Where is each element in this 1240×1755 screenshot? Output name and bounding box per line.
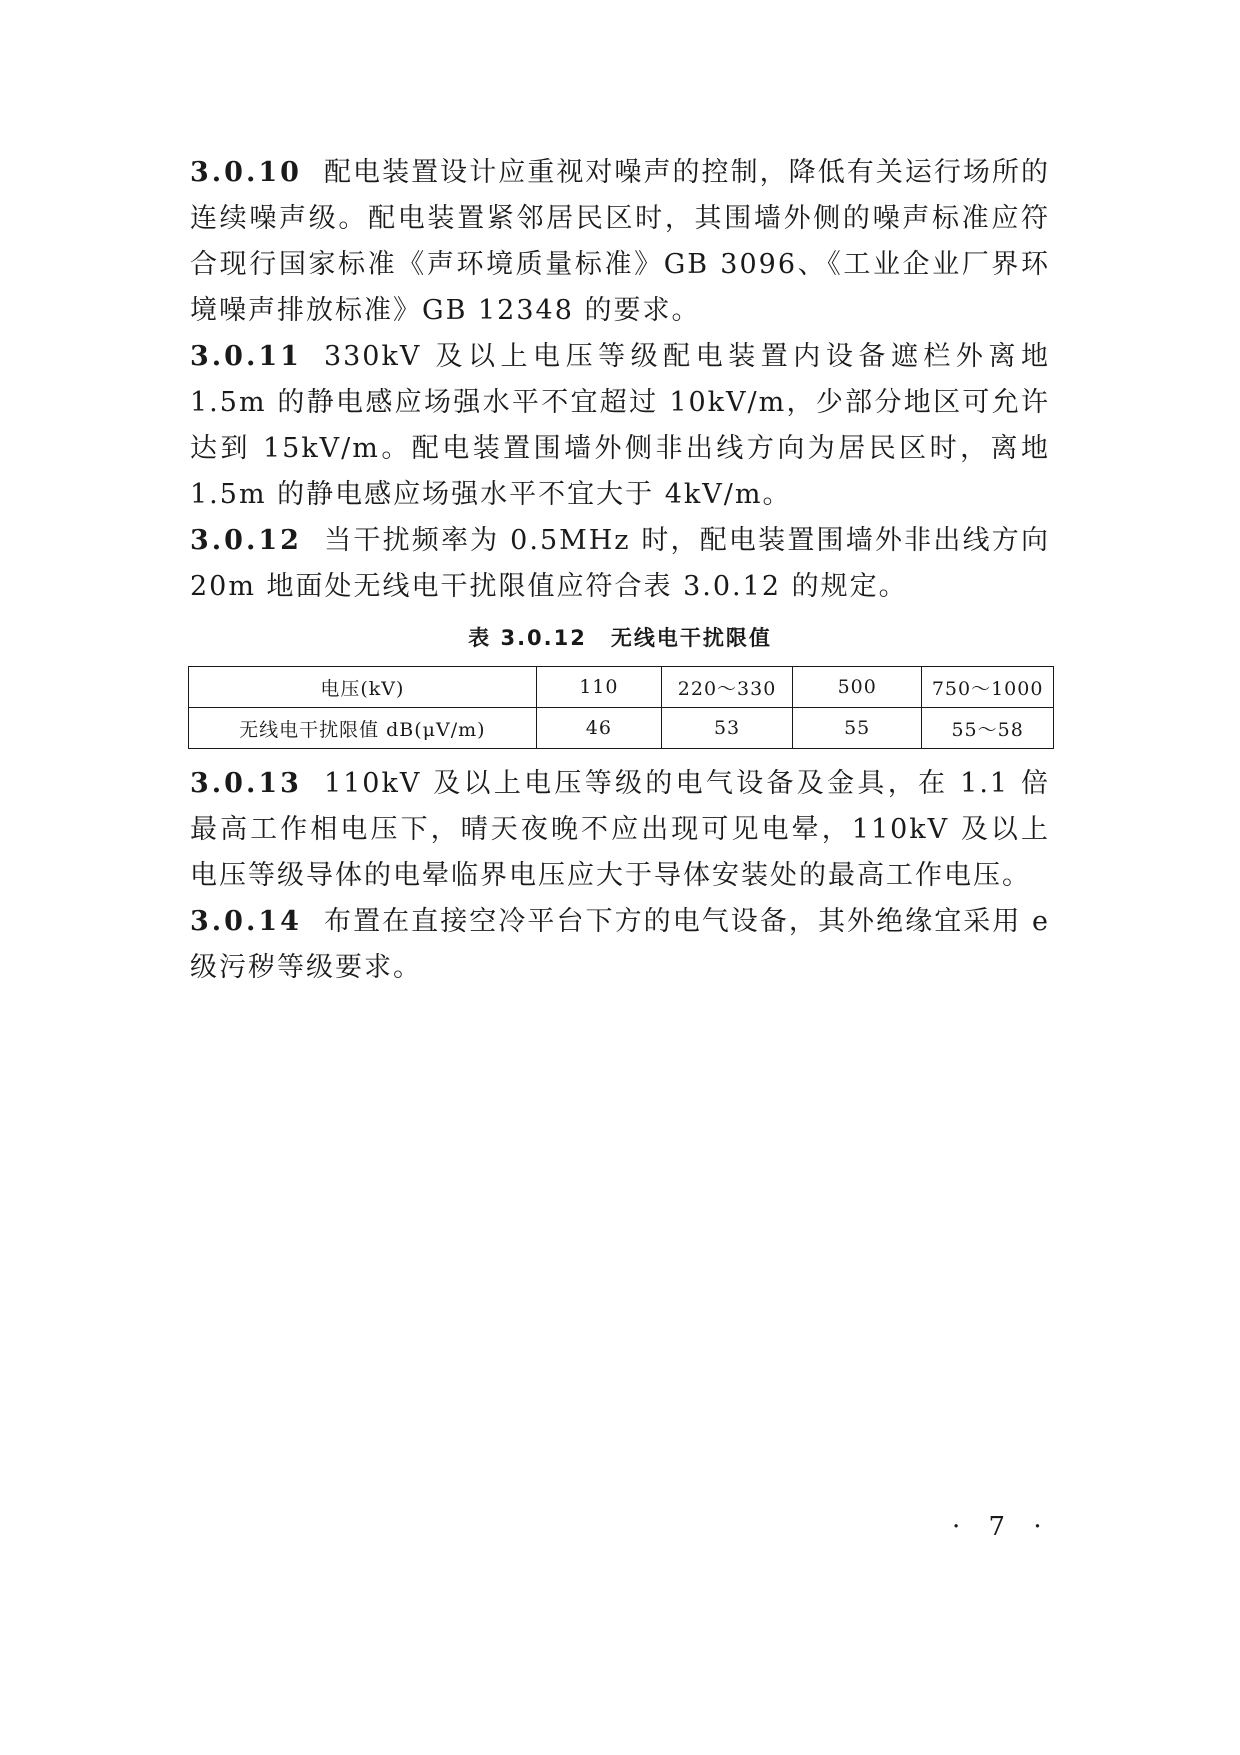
- row-header-voltage: 电压(kV): [189, 667, 537, 708]
- clause-number: 3.0.10: [190, 157, 302, 188]
- page-content: [190, 150, 1050, 991]
- clause-3-0-11: [190, 334, 1050, 518]
- table-cell: 750～1000: [922, 667, 1054, 708]
- table-cell: 55: [793, 708, 922, 749]
- clause-number: 3.0.12: [190, 525, 302, 556]
- table-cell: 46: [536, 708, 661, 749]
- clause-3-0-10: [190, 150, 1050, 334]
- clause-text: 330kV 及以上电压等级配电装置内设备遮栏外离地 1.5m 的静电感应场强水平不宜超过 10kV/m，少部分地区可允许达到 15kV/m。配电装置围墙外侧非出线方向为居民区时，离地 1.5m 的静电感应场强水平不宜大于 4kV/m。: [190, 341, 1050, 510]
- table-row-voltage: [189, 667, 1054, 708]
- table-row-limit: [189, 708, 1054, 749]
- table-cell: 55～58: [922, 708, 1054, 749]
- clause-text: 配电装置设计应重视对噪声的控制，降低有关运行场所的连续噪声级。配电装置紧邻居民区时，其围墙外侧的噪声标准应符合现行国家标准《声环境质量标准》GB 3096、《工业企业厂界环境噪声排放标准》GB 12348 的要求。: [190, 157, 1050, 326]
- row-header-limit: 无线电干扰限值 dB(μV/m): [189, 708, 537, 749]
- clause-3-0-14: [190, 899, 1050, 991]
- clause-3-0-12: [190, 518, 1050, 610]
- table-caption-title: 无线电干扰限值: [610, 626, 772, 650]
- table-cell: 500: [793, 667, 922, 708]
- table-cell: 110: [536, 667, 661, 708]
- clause-number: 3.0.11: [190, 341, 302, 372]
- table-cell: 220～330: [662, 667, 793, 708]
- page-number: · 7 ·: [952, 1512, 1052, 1542]
- clause-text: 布置在直接空冷平台下方的电气设备，其外绝缘宜采用 e 级污秽等级要求。: [190, 906, 1050, 983]
- clause-number: 3.0.14: [190, 906, 302, 937]
- radio-interference-table: [188, 666, 1054, 749]
- clause-text: 当干扰频率为 0.5MHz 时，配电装置围墙外非出线方向 20m 地面处无线电干扰限值应符合表 3.0.12 的规定。: [190, 525, 1050, 602]
- table-caption-number: 表 3.0.12: [468, 626, 587, 650]
- table-caption: [190, 622, 1050, 652]
- clause-text: 110kV 及以上电压等级的电气设备及金具，在 1.1 倍最高工作相电压下，晴天夜晚不应出现可见电晕，110kV 及以上电压等级导体的电晕临界电压应大于导体安装处的最高工作电压。: [190, 768, 1050, 891]
- clause-number: 3.0.13: [190, 768, 302, 799]
- table-cell: 53: [662, 708, 793, 749]
- clause-3-0-13: [190, 761, 1050, 899]
